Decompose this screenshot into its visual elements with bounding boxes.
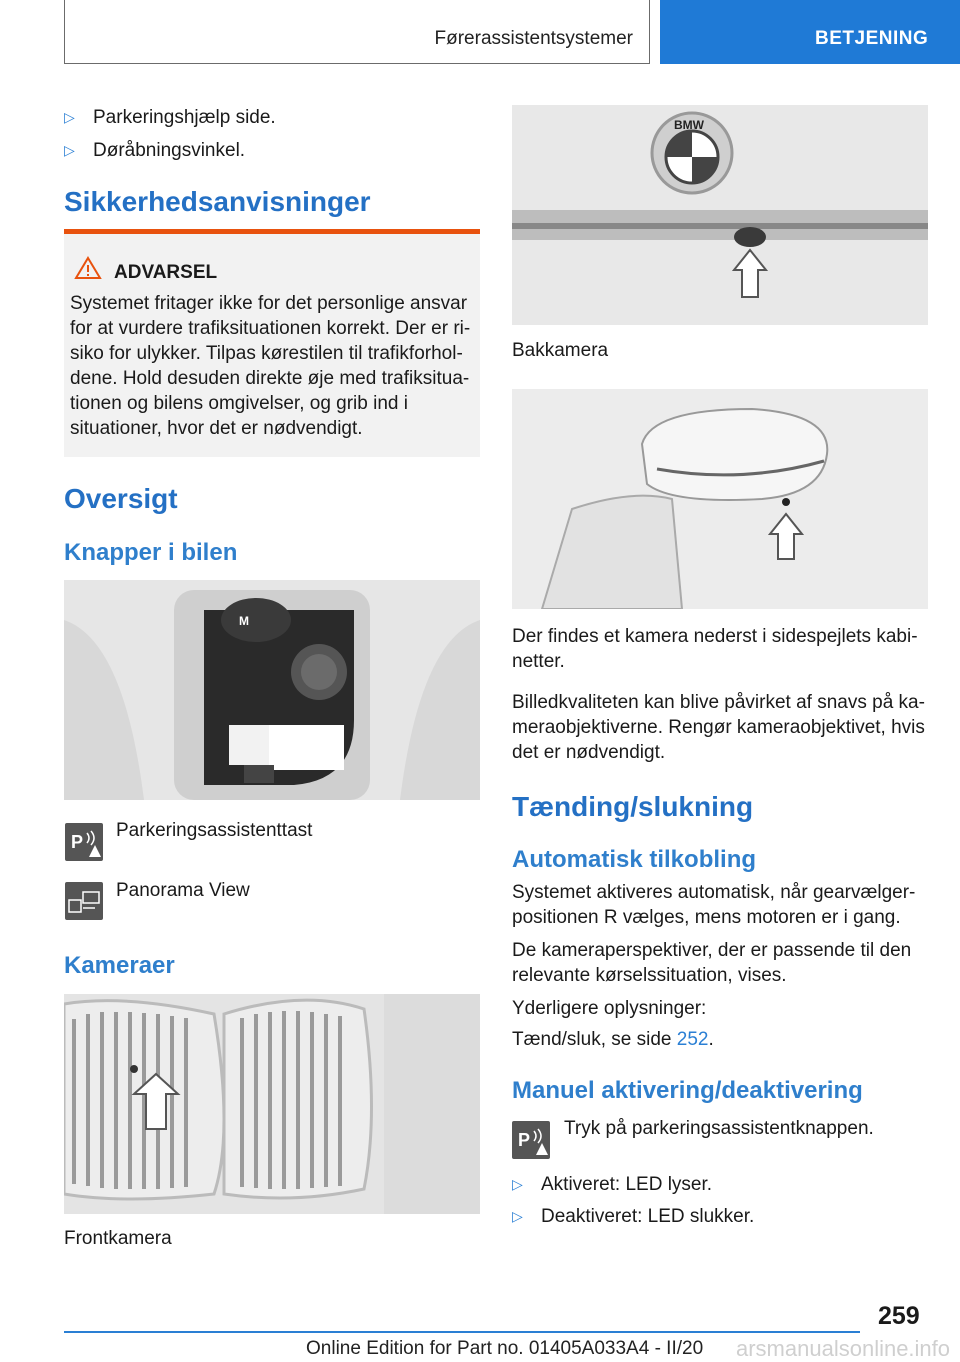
rear-camera-image — [512, 105, 928, 325]
page-reference: Tænd/sluk, se side 252. — [512, 1029, 714, 1050]
warning-box — [64, 229, 480, 457]
bullet-triangle-icon: ▷ — [64, 142, 75, 158]
bullet-triangle-icon: ▷ — [64, 109, 75, 125]
section-tab[interactable] — [660, 0, 960, 64]
section-label: BETJENING — [815, 28, 929, 49]
header-bar — [64, 0, 650, 64]
warning-text: Systemet fritager ikke for det personlige ansvar for at vurdere trafiksituationen korrekt. Der er ri- siko for ulykker. Tilpas kørestilen til trafikforhol- dene. Hold desuden direkte øje med trafiksitua- tionen og bilens omgivelser, og grib ind i situationer, hvor det er nødvendigt. — [70, 293, 471, 439]
footer-divider — [64, 1331, 860, 1333]
heading-safety: Sikkerhedsanvisninger — [64, 186, 371, 217]
mirror-camera-text: Der findes et kamera nederst i sidespejlets kabi- netter. — [512, 626, 918, 672]
page-link[interactable]: 252 — [676, 1029, 709, 1050]
perspective-text: De kameraperspektiver, der er passende til den relevante kørselssituation, vises. — [512, 940, 912, 986]
console-image — [64, 580, 480, 800]
watermark: arsmanualsonline.info — [736, 1336, 951, 1361]
parking-assistant-icon — [512, 1121, 550, 1159]
panorama-view-label: Panorama View — [116, 880, 250, 901]
parking-assistant-icon — [65, 823, 103, 861]
panorama-view-icon — [65, 882, 103, 920]
image-quality-text: Billedkvaliteten kan blive påvirket af snavs på ka- meraobjektiverne. Rengør kameraobjektivet, hvis det er nødvendigt. — [512, 692, 925, 763]
svg-text:P: P — [71, 832, 84, 852]
svg-text:P: P — [518, 1130, 531, 1150]
auto-activation-text: Systemet aktiveres automatisk, når gearvælger- positionen R vælges, mens motoren er i gang. — [512, 882, 916, 928]
warning-label: ADVARSEL — [114, 262, 218, 283]
more-info-label: Yderligere oplysninger: — [512, 998, 707, 1019]
svg-text:BMW: BMW — [674, 118, 704, 132]
mirror-camera-image — [512, 389, 928, 609]
heading-manual-activation: Manuel aktivering/deaktivering — [512, 1077, 863, 1104]
front-camera-caption: Frontkamera — [64, 1228, 172, 1249]
heading-ignition: Tænding/slukning — [512, 791, 754, 822]
parking-assistant-label: Parkeringsassistenttast — [116, 820, 313, 841]
edition-text: Online Edition for Part no. 01405A033A4 - II/20 — [306, 1338, 704, 1359]
heading-auto-activation: Automatisk tilkobling — [512, 846, 757, 873]
bullet-triangle-icon: ▷ — [512, 1208, 523, 1224]
front-camera-image — [64, 994, 480, 1214]
heading-buttons: Knapper i bilen — [64, 539, 238, 566]
heading-overview: Oversigt — [64, 483, 178, 514]
rear-camera-caption: Bakkamera — [512, 340, 609, 361]
bullet-triangle-icon: ▷ — [512, 1176, 523, 1192]
heading-cameras: Kameraer — [64, 952, 175, 979]
svg-text:M: M — [239, 614, 249, 628]
manual-activation-text: Tryk på parkeringsassistentknappen. — [564, 1118, 874, 1139]
warning-triangle-icon — [74, 256, 102, 280]
chapter-title: Førerassistentsystemer — [434, 28, 633, 49]
page-number: 259 — [878, 1302, 920, 1330]
